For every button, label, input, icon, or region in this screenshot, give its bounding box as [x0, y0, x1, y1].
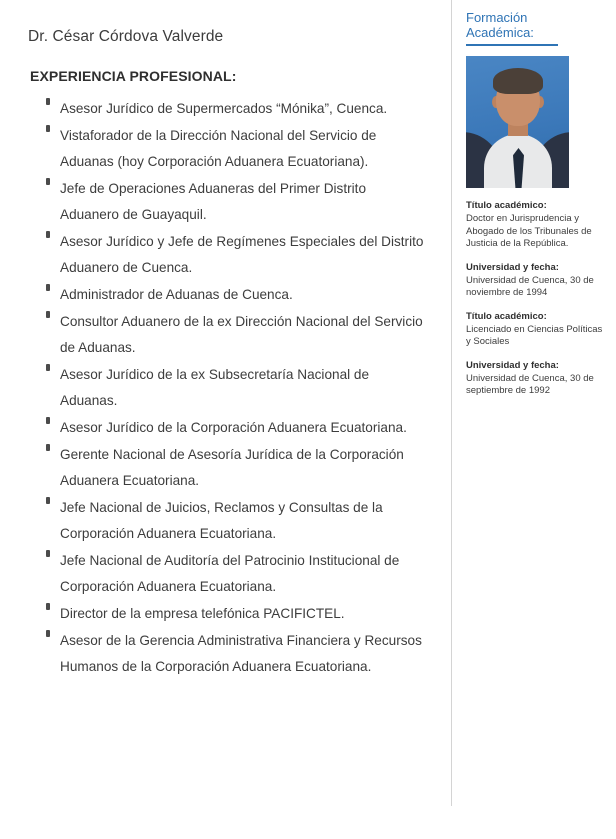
education-label: Universidad y fecha:: [466, 359, 559, 371]
square-bullet-icon: [46, 417, 50, 424]
list-item: [46, 362, 426, 414]
sidebar: [452, 0, 616, 839]
list-item-text: Consultor Aduanero de la ex Dirección Nacional del Servicio de Aduanas.: [60, 314, 423, 355]
list-item: [46, 442, 426, 494]
education-entry: [466, 262, 604, 300]
education-entry: [466, 200, 604, 251]
list-item-text: Jefe de Operaciones Aduaneras del Primer Distrito Aduanero de Guayaquil.: [60, 181, 367, 222]
list-item-text: Director de la empresa telefónica PACIFICTEL.: [60, 606, 345, 621]
square-bullet-icon: [46, 178, 50, 185]
sidebar-heading-education: Formación Académica:: [466, 10, 558, 46]
list-item: [46, 628, 426, 680]
square-bullet-icon: [46, 311, 50, 318]
list-item: [46, 495, 426, 547]
experience-list: [28, 96, 426, 680]
list-item-text: Asesor Jurídico de la Corporación Aduanera Ecuatoriana.: [60, 420, 407, 435]
list-item: [46, 548, 426, 600]
list-item-text: Asesor Jurídico y Jefe de Regímenes Especiales del Distrito Aduanero de Cuenca.: [60, 234, 424, 275]
education-value: Universidad de Cuenca, 30 de noviembre de 1994: [466, 274, 594, 298]
hair-shape: [493, 68, 543, 94]
education-value: Universidad de Cuenca, 30 de septiembre de 1992: [466, 372, 594, 396]
list-item-text: Jefe Nacional de Auditoría del Patrocinio Institucional de Corporación Aduanera Ecuatoriana.: [60, 553, 400, 594]
list-item: [46, 229, 426, 281]
list-item-text: Jefe Nacional de Juicios, Reclamos y Consultas de la Corporación Aduanera Ecuatoriana.: [60, 500, 383, 541]
list-item: [46, 123, 426, 175]
square-bullet-icon: [46, 630, 50, 637]
square-bullet-icon: [46, 603, 50, 610]
list-item: [46, 601, 426, 627]
square-bullet-icon: [46, 444, 50, 451]
square-bullet-icon: [46, 550, 50, 557]
list-item-text: Gerente Nacional de Asesoría Jurídica de la Corporación Aduanera Ecuatoriana.: [60, 447, 404, 488]
list-item: [46, 176, 426, 228]
education-value: Licenciado en Ciencias Políticas y Sociales: [466, 323, 603, 347]
list-item-text: Asesor Jurídico de Supermercados “Mónika”, Cuenca.: [60, 101, 388, 116]
list-item-text: Asesor Jurídico de la ex Subsecretaría Nacional de Aduanas.: [60, 367, 370, 408]
list-item: [46, 282, 426, 308]
list-item: [46, 415, 426, 441]
education-entry: [466, 311, 604, 349]
square-bullet-icon: [46, 284, 50, 291]
education-label: Título académico:: [466, 200, 547, 211]
square-bullet-icon: [46, 364, 50, 371]
square-bullet-icon: [46, 497, 50, 504]
section-heading-experience: EXPERIENCIA PROFESIONAL:: [30, 68, 237, 84]
education-label: Universidad y fecha:: [466, 261, 559, 273]
square-bullet-icon: [46, 231, 50, 238]
education-entry: [466, 360, 604, 398]
square-bullet-icon: [46, 98, 50, 105]
avatar: [466, 56, 569, 188]
education-label: Título académico:: [466, 310, 547, 322]
square-bullet-icon: [46, 125, 50, 132]
list-item: [46, 96, 426, 122]
list-item-text: Administrador de Aduanas de Cuenca.: [60, 287, 293, 302]
list-item-text: Asesor de la Gerencia Administrativa Financiera y Recursos Humanos de la Corporación Aduanera Ecuatoriana.: [60, 633, 422, 674]
education-value: Doctor en Jurisprudencia y Abogado de los Tribunales de Justicia de la República.: [466, 213, 592, 249]
list-item-text: Vistaforador de la Dirección Nacional del Servicio de Aduanas (hoy Corporación Aduanera Ecuatoriana).: [60, 128, 377, 169]
page-title: Dr. César Córdova Valverde: [28, 28, 224, 45]
list-item: [46, 309, 426, 361]
